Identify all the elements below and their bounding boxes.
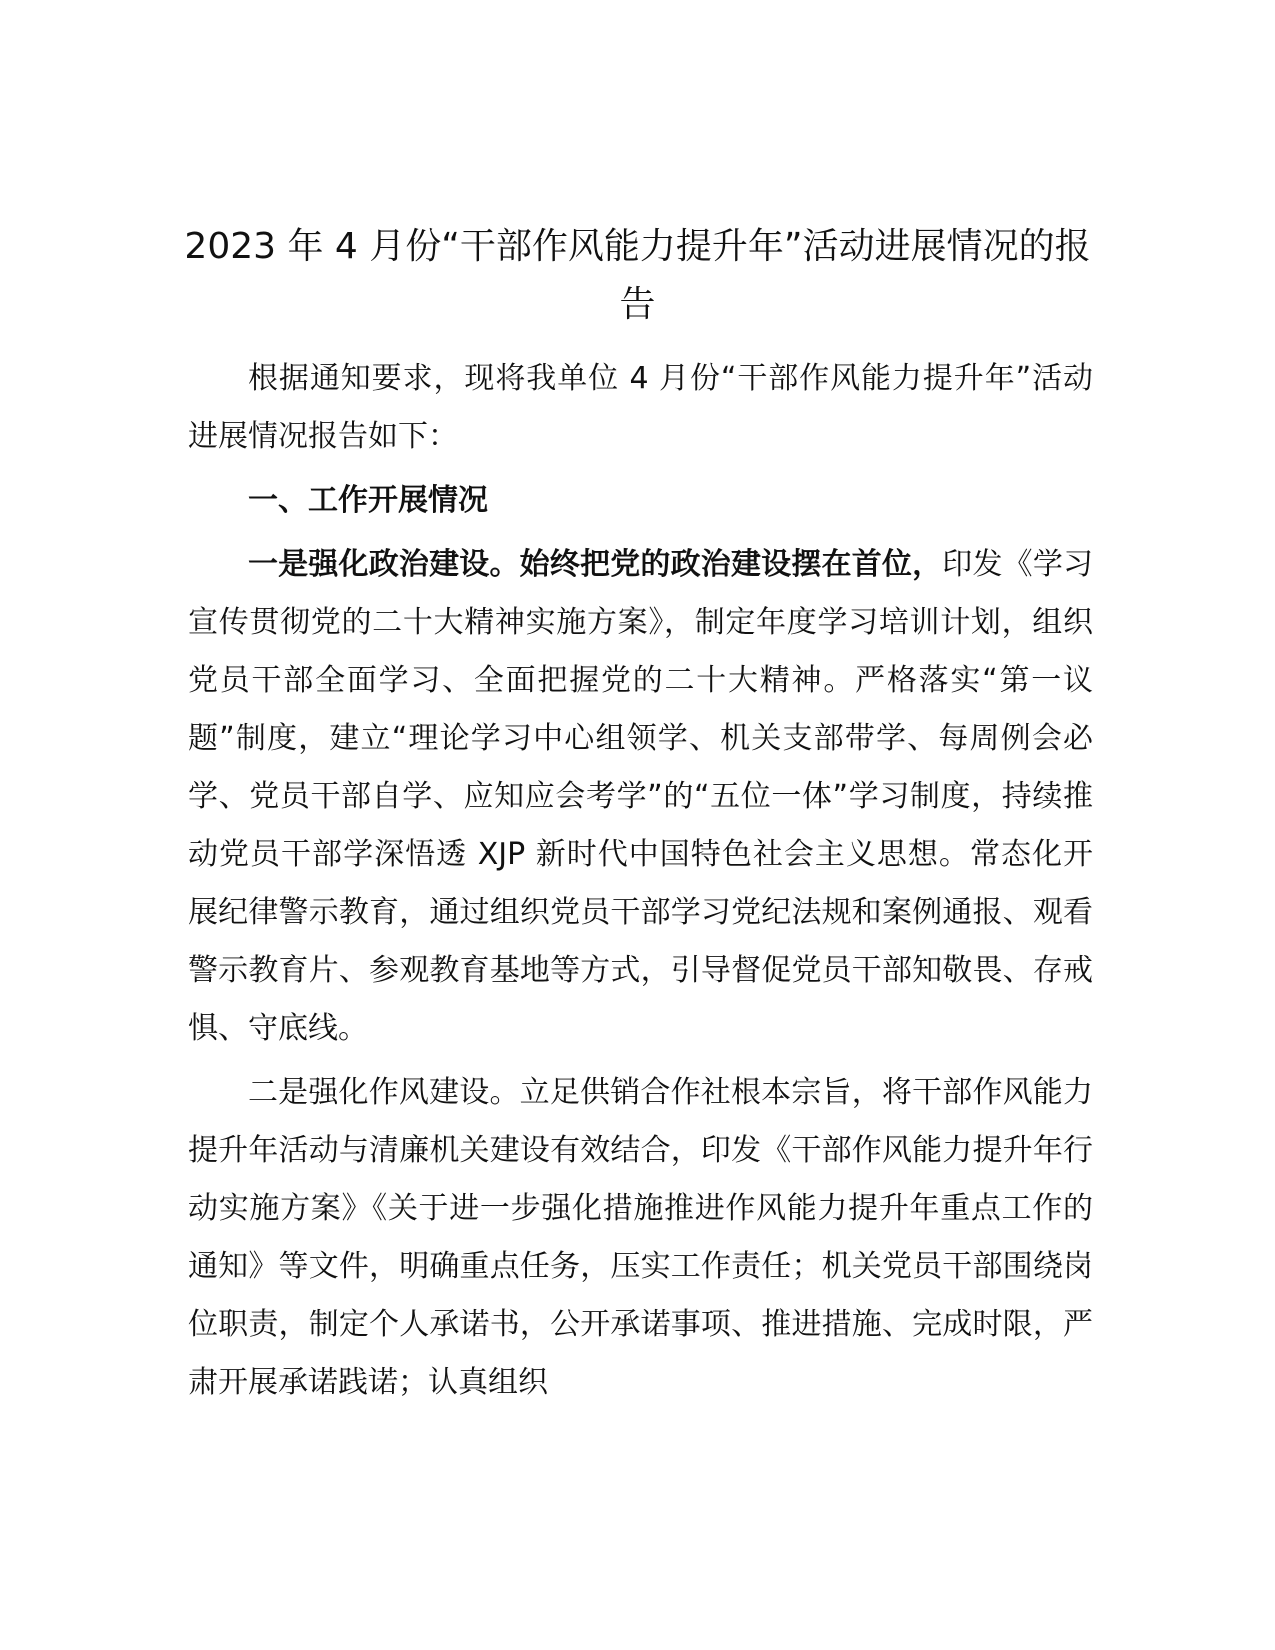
- paragraph-political-construction: [188, 536, 1093, 1058]
- section-heading: 一、工作开展情况: [248, 483, 488, 518]
- document-body: [188, 350, 1093, 1412]
- intro-paragraph: 根据通知要求，现将我单位 4 月份“干部作风能力提升年”活动进展情况报告如下：: [188, 361, 1093, 454]
- paragraph-body: 印发《学习宣传贯彻党的二十大精神实施方案》，制定年度学习培训计划，组织党员干部全面学习、全面把握党的二十大精神。严格落实“第一议题”制度，建立“理论学习中心组领学、机关支部带学、每周例会必学、党员干部自学、应知应会考学”的“五位一体”学习制度，持续推动党员干部学深悟透 XJP 新时代中国特色社会主义思想。常态化开展纪律警示教育，通过组织党员干部学习党纪法规和案例通报、观看警示教育片、参观教育基地等方式，引导督促党员干部知敬畏、存戒惧、守底线。: [188, 547, 1094, 1046]
- paragraph-style-construction: 二是强化作风建设。立足供销合作社根本宗旨，将干部作风能力提升年活动与清廉机关建设有效结合，印发《干部作风能力提升年行动实施方案》《关于进一步强化措施推进作风能力提升年重点工作的通知》等文件，明确重点任务，压实工作责任；机关党员干部围绕岗位职责，制定个人承诺书，公开承诺事项、推进措施、完成时限，严肃开展承诺践诺；认真组织: [188, 1075, 1093, 1400]
- document-title: 2023 年 4 月份“干部作风能力提升年”活动进展情况的报告: [184, 226, 1091, 325]
- paragraph-lead: 一是强化政治建设。始终把党的政治建设摆在首位，: [248, 547, 943, 582]
